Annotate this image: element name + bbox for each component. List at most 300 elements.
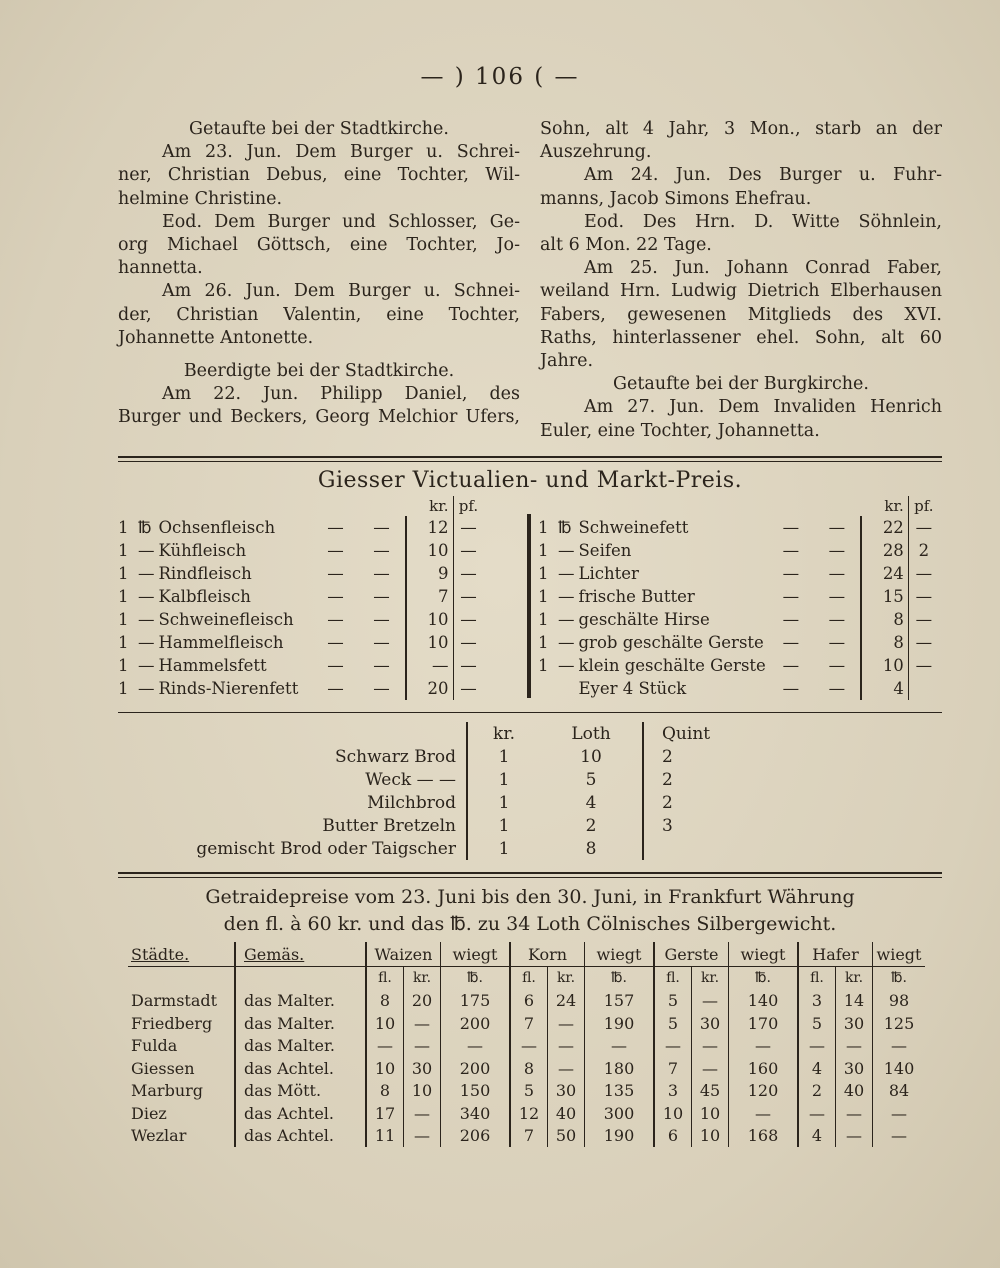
text-line: Burger und Beckers, Georg Melchior Ufers, xyxy=(118,407,520,428)
sub-lb: ℔. xyxy=(585,967,655,990)
grain-value: — xyxy=(873,1102,926,1125)
item-unit: — xyxy=(138,633,155,652)
item-unit: — xyxy=(558,587,575,606)
price-kr: 20 xyxy=(406,677,454,700)
item-qty: 1 xyxy=(118,518,129,537)
text-line: Raths, hinterlassener ehel. Sohn, alt 60 xyxy=(540,327,942,348)
item-name: Hammelsfett xyxy=(158,656,267,675)
grain-value: 340 xyxy=(441,1102,511,1125)
item-qty: 1 xyxy=(538,633,549,652)
market-row xyxy=(116,608,484,631)
text-line: Johannette Antonette. xyxy=(118,327,314,348)
divider xyxy=(118,872,942,874)
grain-value: — xyxy=(836,1125,873,1148)
measure: das Achtel. xyxy=(235,1125,366,1148)
bread-loth-header: Loth xyxy=(540,722,643,745)
market-row xyxy=(116,654,484,677)
grain-value: 45 xyxy=(692,1080,729,1103)
sub-lb: ℔. xyxy=(873,967,926,990)
grain-heading-line: den fl. à 60 kr. und das ℔. zu 34 Loth Cölnisches Silbergewicht. xyxy=(223,913,837,935)
price-pf: — xyxy=(453,654,484,677)
bread-loth: 5 xyxy=(540,768,643,791)
item-qty: 1 xyxy=(538,587,549,606)
bread-quint-header: Quint xyxy=(662,723,711,744)
price-kr: 8 xyxy=(861,631,909,654)
grain-value: 24 xyxy=(548,990,585,1013)
price-kr: 10 xyxy=(406,631,454,654)
market-title: Giesser Victualien- und Markt-Preis. xyxy=(317,468,743,493)
pf-header: pf. xyxy=(453,496,484,516)
grain-value: — xyxy=(692,1057,729,1080)
bread-kr: 1 xyxy=(498,746,510,767)
grain-value: 7 xyxy=(510,1012,548,1035)
pf-header: pf. xyxy=(908,496,939,516)
col-wiegt: wiegt xyxy=(729,942,799,967)
market-row xyxy=(536,562,939,585)
item-qty: 1 xyxy=(538,564,549,583)
grain-price-table xyxy=(128,942,925,1147)
item-unit xyxy=(556,677,577,700)
text-line: weiland Hrn. Ludwig Dietrich Elberhausen xyxy=(540,281,942,302)
market-row xyxy=(536,677,939,700)
price-pf: — xyxy=(908,608,939,631)
text-line: Am 23. Jun. Dem Burger u. Schrei- xyxy=(162,142,520,163)
col-korn: Korn xyxy=(510,942,585,967)
sub-lb: ℔. xyxy=(729,967,799,990)
grain-value: 140 xyxy=(729,990,799,1013)
grain-value: 40 xyxy=(836,1080,873,1103)
price-kr: 10 xyxy=(406,608,454,631)
price-kr: 28 xyxy=(861,539,909,562)
price-pf: — xyxy=(453,631,484,654)
grain-value: — xyxy=(548,1012,585,1035)
column-divider xyxy=(527,514,531,698)
text-line: Euler, eine Tochter, Johannetta. xyxy=(540,420,820,441)
grain-value: 8 xyxy=(510,1057,548,1080)
dash-filler: — xyxy=(782,633,800,652)
price-pf: — xyxy=(908,516,939,539)
grain-value: — xyxy=(692,990,729,1013)
market-row xyxy=(116,677,484,700)
dash-filler: — xyxy=(828,518,846,537)
dash-filler: — xyxy=(828,633,846,652)
item-unit: — xyxy=(558,656,575,675)
grain-value: — xyxy=(441,1035,511,1058)
grain-value: — xyxy=(729,1035,799,1058)
item-name: geschälte Hirse xyxy=(578,610,710,629)
text-line: alt 6 Mon. 22 Tage. xyxy=(540,235,712,256)
item-qty: 1 xyxy=(118,564,129,583)
dash-filler: — xyxy=(828,610,846,629)
price-kr: 8 xyxy=(861,608,909,631)
measure: das Malter. xyxy=(235,1012,366,1035)
bread-row xyxy=(150,814,748,837)
bread-loth: 2 xyxy=(540,814,643,837)
city-name: Fulda xyxy=(131,1036,178,1056)
grain-value: 170 xyxy=(729,1012,799,1035)
price-pf: — xyxy=(908,631,939,654)
market-row xyxy=(116,631,484,654)
dash-filler: — xyxy=(782,518,800,537)
bread-table xyxy=(150,722,748,860)
market-row xyxy=(536,539,939,562)
price-pf: — xyxy=(453,677,484,700)
text-line: Eod. Des Hrn. D. Witte Söhnlein, xyxy=(584,211,942,232)
item-qty: 1 xyxy=(118,587,129,606)
grain-heading-line: Getraidepreise vom 23. Juni bis den 30. Juni, in Frankfurt Währung xyxy=(205,886,855,908)
sub-kr: kr. xyxy=(692,967,729,990)
item-unit: — xyxy=(138,587,155,606)
bread-name: gemischt Brod oder Taigscher xyxy=(150,837,467,860)
market-row xyxy=(116,539,484,562)
divider xyxy=(118,461,942,462)
item-name: Schweinefett xyxy=(578,518,689,537)
grain-value: 3 xyxy=(798,990,836,1013)
dash-filler: — xyxy=(373,541,390,560)
grain-value: 125 xyxy=(873,1012,926,1035)
price-kr: 22 xyxy=(861,516,909,539)
grain-value: 206 xyxy=(441,1125,511,1148)
city-name: Marburg xyxy=(131,1081,204,1101)
bread-row xyxy=(150,791,748,814)
item-qty: 1 xyxy=(118,679,129,698)
sub-kr: kr. xyxy=(404,967,441,990)
price-kr: — xyxy=(406,654,454,677)
text-line: Am 25. Jun. Johann Conrad Faber, xyxy=(584,258,942,279)
bread-kr: 1 xyxy=(498,815,510,836)
item-qty: 1 xyxy=(538,610,549,629)
grain-value: 14 xyxy=(836,990,873,1013)
measure: das Mött. xyxy=(235,1080,366,1103)
text-line: Fabers, gewesenen Mitglieds des XVI. xyxy=(540,304,942,325)
price-kr: 24 xyxy=(861,562,909,585)
price-pf: — xyxy=(453,562,484,585)
item-name: Kalbfleisch xyxy=(158,587,251,606)
grain-value: — xyxy=(404,1102,441,1125)
grain-value: — xyxy=(404,1012,441,1035)
grain-value: — xyxy=(873,1125,926,1148)
market-row xyxy=(536,516,939,539)
section-heading: Getaufte bei der Burgkirche. xyxy=(613,374,869,395)
grain-value: 8 xyxy=(366,990,404,1013)
grain-value: 2 xyxy=(798,1080,836,1103)
grain-value: 30 xyxy=(548,1080,585,1103)
price-pf: — xyxy=(453,608,484,631)
text-line: der, Christian Valentin, eine Tochter, xyxy=(118,304,520,325)
dash-filler: — xyxy=(327,610,344,629)
item-unit: — xyxy=(558,541,575,560)
price-pf: — xyxy=(908,585,939,608)
grain-value: 84 xyxy=(873,1080,926,1103)
bread-loth: 10 xyxy=(540,745,643,768)
page-number: — ) 106 ( — xyxy=(420,64,580,90)
dash-filler: — xyxy=(828,564,846,583)
item-unit: — xyxy=(138,679,155,698)
item-name: Ochsenfleisch xyxy=(158,518,276,537)
grain-value: — xyxy=(548,1035,585,1058)
item-qty: 1 xyxy=(118,656,129,675)
item-qty: 1 xyxy=(538,656,549,675)
bread-quint: 2 xyxy=(662,746,673,767)
item-unit: — xyxy=(138,610,155,629)
text-line: Jahre. xyxy=(540,351,594,372)
price-pf xyxy=(908,677,939,700)
bread-kr: 1 xyxy=(498,769,510,790)
text-line: hannetta. xyxy=(118,258,203,279)
grain-value: 5 xyxy=(654,1012,692,1035)
market-price-table-right xyxy=(536,496,939,700)
grain-value: — xyxy=(798,1102,836,1125)
grain-value: 180 xyxy=(585,1057,655,1080)
grain-value: 20 xyxy=(404,990,441,1013)
item-name: grob geschälte Gerste xyxy=(578,633,764,652)
grain-value: 200 xyxy=(441,1057,511,1080)
text-line: Eod. Dem Burger und Schlosser, Ge- xyxy=(162,211,520,232)
col-gemaes: Gemäs. xyxy=(235,942,366,967)
sub-fl: fl. xyxy=(798,967,836,990)
price-kr: 9 xyxy=(406,562,454,585)
item-name: Rinds-Nierenfett xyxy=(158,679,299,698)
grain-value: 11 xyxy=(366,1125,404,1148)
bread-quint: 2 xyxy=(662,792,673,813)
grain-value: 3 xyxy=(654,1080,692,1103)
item-qty: 1 xyxy=(118,633,129,652)
grain-row xyxy=(128,1125,925,1148)
dash-filler: — xyxy=(373,564,390,583)
grain-row xyxy=(128,1035,925,1058)
dash-filler: — xyxy=(782,656,800,675)
dash-filler: — xyxy=(782,587,800,606)
dash-filler: — xyxy=(373,518,390,537)
grain-value: 98 xyxy=(873,990,926,1013)
grain-value: — xyxy=(873,1035,926,1058)
price-kr: 10 xyxy=(406,539,454,562)
dash-filler: — xyxy=(327,633,344,652)
dash-filler: — xyxy=(327,541,344,560)
grain-value: 10 xyxy=(366,1012,404,1035)
bread-row xyxy=(150,837,748,860)
market-row xyxy=(536,585,939,608)
dash-filler: — xyxy=(828,656,846,675)
grain-value: 12 xyxy=(510,1102,548,1125)
market-row xyxy=(536,608,939,631)
price-pf: — xyxy=(908,654,939,677)
grain-value: 150 xyxy=(441,1080,511,1103)
bread-name: Butter Bretzeln xyxy=(150,814,467,837)
grain-value: 6 xyxy=(654,1125,692,1148)
grain-value: 30 xyxy=(692,1012,729,1035)
bread-name: Weck — — xyxy=(150,768,467,791)
market-row xyxy=(536,654,939,677)
grain-row xyxy=(128,1012,925,1035)
dash-filler: — xyxy=(327,587,344,606)
grain-value: 168 xyxy=(729,1125,799,1148)
item-unit: — xyxy=(558,633,575,652)
section-heading: Getaufte bei der Stadtkirche. xyxy=(189,119,449,139)
grain-value: 10 xyxy=(404,1080,441,1103)
text-line: helmine Christine. xyxy=(118,188,283,209)
section-heading: Beerdigte bei der Stadtkirche. xyxy=(183,361,455,382)
city-name: Friedberg xyxy=(131,1013,213,1033)
text-line: Auszehrung. xyxy=(540,142,652,163)
grain-value: — xyxy=(798,1035,836,1058)
bread-row xyxy=(150,745,748,768)
item-name: Hammelfleisch xyxy=(158,633,284,652)
price-kr: 15 xyxy=(861,585,909,608)
bread-kr: 1 xyxy=(498,838,510,859)
measure: das Malter. xyxy=(235,990,366,1013)
grain-value: 300 xyxy=(585,1102,655,1125)
market-row xyxy=(116,516,484,539)
price-pf: — xyxy=(453,516,484,539)
text-line: Sohn, alt 4 Jahr, 3 Mon., starb an der xyxy=(540,119,942,139)
kr-header: kr. xyxy=(429,497,449,515)
bread-kr: 1 xyxy=(498,792,510,813)
right-column xyxy=(540,118,942,443)
col-wiegt: wiegt xyxy=(585,942,655,967)
divider xyxy=(118,712,942,713)
city-name: Wezlar xyxy=(131,1126,187,1146)
bread-kr-header: kr. xyxy=(493,723,515,744)
grain-value: 120 xyxy=(729,1080,799,1103)
grain-row xyxy=(128,1057,925,1080)
col-waizen: Waizen xyxy=(366,942,441,967)
grain-value: — xyxy=(836,1035,873,1058)
item-qty: 1 xyxy=(538,541,549,560)
item-unit: — xyxy=(138,541,155,560)
price-pf: — xyxy=(908,562,939,585)
grain-value: 5 xyxy=(510,1080,548,1103)
sub-kr: kr. xyxy=(836,967,873,990)
city-name: Darmstadt xyxy=(131,991,218,1011)
grain-value: 30 xyxy=(836,1057,873,1080)
grain-value: — xyxy=(366,1035,404,1058)
grain-row xyxy=(128,990,925,1013)
grain-row xyxy=(128,1102,925,1125)
divider xyxy=(118,877,942,878)
kr-header: kr. xyxy=(884,497,904,515)
text-line: Am 22. Jun. Philipp Daniel, des xyxy=(162,384,520,405)
dash-filler: — xyxy=(327,564,344,583)
text-line: manns, Jacob Simons Ehefrau. xyxy=(540,188,812,209)
bread-quint: 2 xyxy=(662,769,673,790)
bread-name: Schwarz Brod xyxy=(150,745,467,768)
grain-value: — xyxy=(585,1035,655,1058)
grain-value: 30 xyxy=(404,1057,441,1080)
grain-value: — xyxy=(729,1102,799,1125)
col-wiegt: wiegt xyxy=(441,942,511,967)
bread-quint: 3 xyxy=(662,815,673,836)
price-kr: 10 xyxy=(861,654,909,677)
price-kr: 4 xyxy=(861,677,909,700)
grain-value: 175 xyxy=(441,990,511,1013)
bread-loth: 8 xyxy=(540,837,643,860)
grain-value: — xyxy=(692,1035,729,1058)
dash-filler: — xyxy=(828,541,846,560)
grain-value: 157 xyxy=(585,990,655,1013)
item-qty: 1 xyxy=(118,541,129,560)
dash-filler: — xyxy=(327,656,344,675)
sub-fl: fl. xyxy=(366,967,404,990)
dash-filler: — xyxy=(782,564,800,583)
grain-value: 10 xyxy=(654,1102,692,1125)
bread-quint xyxy=(643,837,748,860)
grain-value: 17 xyxy=(366,1102,404,1125)
sub-fl: fl. xyxy=(510,967,548,990)
grain-value: 135 xyxy=(585,1080,655,1103)
grain-value: — xyxy=(836,1102,873,1125)
item-unit: — xyxy=(558,610,575,629)
grain-value: 30 xyxy=(836,1012,873,1035)
dash-filler: — xyxy=(373,610,390,629)
market-row xyxy=(116,585,484,608)
bread-loth: 4 xyxy=(540,791,643,814)
item-name: Kühfleisch xyxy=(158,541,247,560)
grain-value: 140 xyxy=(873,1057,926,1080)
item-name: frische Butter xyxy=(578,587,695,606)
grain-value: 5 xyxy=(654,990,692,1013)
city-name: Giessen xyxy=(131,1058,195,1078)
dash-filler: — xyxy=(828,587,846,606)
text-line: Am 26. Jun. Dem Burger u. Schnei- xyxy=(162,281,520,302)
grain-value: 50 xyxy=(548,1125,585,1148)
grain-value: 4 xyxy=(798,1057,836,1080)
dash-filler: — xyxy=(373,633,390,652)
grain-value: 200 xyxy=(441,1012,511,1035)
price-pf: — xyxy=(453,539,484,562)
dash-filler: — xyxy=(782,679,800,698)
dash-filler: — xyxy=(373,587,390,606)
dash-filler: — xyxy=(782,610,800,629)
grain-value: 8 xyxy=(366,1080,404,1103)
dash-filler: — xyxy=(373,656,390,675)
measure: das Achtel. xyxy=(235,1102,366,1125)
grain-value: 40 xyxy=(548,1102,585,1125)
grain-value: 6 xyxy=(510,990,548,1013)
item-unit: — xyxy=(558,564,575,583)
item-name: Eyer 4 Stück xyxy=(578,679,687,698)
grain-value: 160 xyxy=(729,1057,799,1080)
grain-value: — xyxy=(654,1035,692,1058)
text-line: ner, Christian Debus, eine Tochter, Wil- xyxy=(118,165,520,186)
text-line: Am 24. Jun. Des Burger u. Fuhr- xyxy=(584,165,942,186)
measure: das Achtel. xyxy=(235,1057,366,1080)
item-unit: — xyxy=(138,656,155,675)
market-row xyxy=(536,631,939,654)
grain-value: 10 xyxy=(692,1102,729,1125)
grain-value: 4 xyxy=(798,1125,836,1148)
grain-value: 7 xyxy=(654,1057,692,1080)
measure: das Malter. xyxy=(235,1035,366,1058)
dash-filler: — xyxy=(327,518,344,537)
item-name: Lichter xyxy=(578,564,639,583)
text-line: org Michael Göttsch, eine Tochter, Jo- xyxy=(118,235,520,256)
dash-filler: — xyxy=(828,679,846,698)
item-name: Seifen xyxy=(578,541,632,560)
grain-value: — xyxy=(404,1125,441,1148)
item-unit: ℔ xyxy=(558,518,572,537)
grain-value: 10 xyxy=(692,1125,729,1148)
col-wiegt: wiegt xyxy=(873,942,926,967)
col-staedte: Städte. xyxy=(128,942,235,967)
sub-fl: fl. xyxy=(654,967,692,990)
sub-kr: kr. xyxy=(548,967,585,990)
col-hafer: Hafer xyxy=(798,942,873,967)
market-row xyxy=(116,562,484,585)
dash-filler: — xyxy=(327,679,344,698)
grain-value: 190 xyxy=(585,1012,655,1035)
price-kr: 7 xyxy=(406,585,454,608)
